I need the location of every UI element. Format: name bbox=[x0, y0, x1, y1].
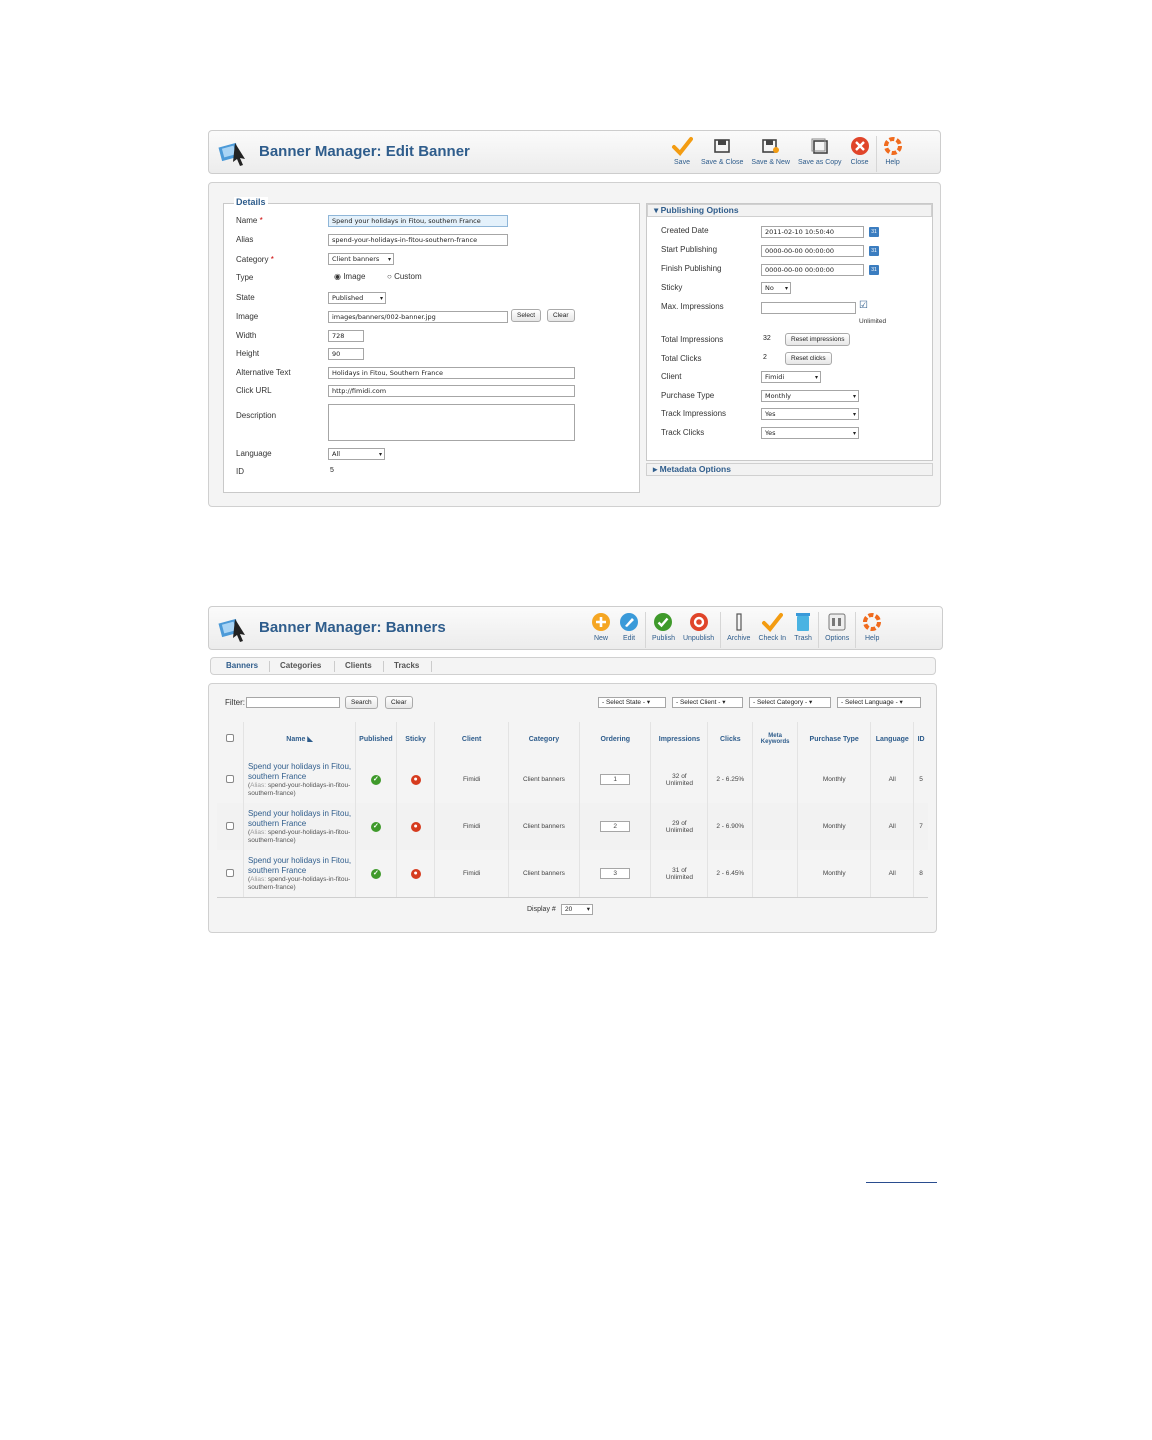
chevron-down-icon: ▾ bbox=[814, 374, 818, 381]
display-count-select[interactable]: 20 ▾ bbox=[561, 904, 593, 915]
toolbar-divider bbox=[876, 136, 877, 172]
impressions-cell: 31 of Unlimited bbox=[651, 850, 708, 897]
alias-input[interactable]: spend-your-holidays-in-fitou-southern-france bbox=[328, 234, 508, 246]
chevron-down-icon: ▾ bbox=[852, 430, 856, 437]
options-icon bbox=[827, 612, 847, 632]
tab-divider bbox=[383, 661, 384, 672]
link-underline[interactable] bbox=[866, 1182, 937, 1183]
filter-input[interactable] bbox=[246, 697, 340, 708]
published-toggle[interactable] bbox=[356, 803, 397, 850]
created-date-input[interactable]: 2011-02-10 10:50:40 bbox=[761, 226, 864, 238]
ordering-cell bbox=[580, 850, 651, 897]
row-checkbox[interactable] bbox=[217, 850, 243, 897]
new-button[interactable]: New bbox=[587, 609, 615, 642]
language-select[interactable]: All ▾ bbox=[328, 448, 385, 460]
state-label: State bbox=[236, 293, 255, 302]
published-toggle[interactable] bbox=[356, 850, 397, 897]
banner-name-link[interactable]: Spend your holidays in Fitou, southern France bbox=[247, 855, 352, 875]
sticky-select[interactable]: No ▾ bbox=[761, 282, 791, 294]
tab-divider bbox=[334, 661, 335, 672]
chevron-down-icon: ▾ bbox=[387, 256, 391, 263]
client-cell: Fimidi bbox=[435, 756, 508, 803]
client-label: Client bbox=[661, 372, 682, 381]
reset-impressions-button[interactable]: Reset impressions bbox=[785, 333, 850, 346]
checkin-icon bbox=[761, 612, 783, 632]
row-name-cell bbox=[243, 803, 355, 850]
finish-publishing-input[interactable]: 0000-00-00 00:00:00 bbox=[761, 264, 864, 276]
meta-keywords-cell bbox=[753, 850, 798, 897]
checkin-button[interactable]: Check In bbox=[754, 609, 790, 642]
language-label: Language bbox=[236, 449, 272, 458]
column-header-ordering[interactable]: Ordering bbox=[580, 722, 651, 756]
table-row bbox=[217, 850, 928, 897]
archive-icon bbox=[733, 612, 745, 632]
track-clicks-label: Track Clicks bbox=[661, 428, 705, 437]
language-cell: All bbox=[871, 756, 914, 803]
row-checkbox[interactable] bbox=[217, 756, 243, 803]
unpublish-button[interactable]: Unpublish bbox=[679, 609, 718, 642]
row-name-cell bbox=[243, 850, 355, 897]
details-legend: Details bbox=[236, 197, 266, 207]
max-impressions-input[interactable] bbox=[761, 302, 856, 314]
height-label: Height bbox=[236, 349, 260, 358]
save-copy-button[interactable]: Save as Copy bbox=[794, 133, 846, 166]
submenu-tabs bbox=[210, 657, 936, 675]
banner-manager-logo-icon bbox=[217, 611, 251, 645]
total-clicks-label: Total Clicks bbox=[661, 354, 702, 363]
image-input[interactable]: images/banners/002-banner.jpg bbox=[328, 311, 508, 323]
chevron-down-icon: ▾ bbox=[722, 699, 726, 706]
alt-text-input[interactable]: Holidays in Fitou, Southern France bbox=[328, 367, 575, 379]
select-language-filter[interactable]: - Select Language - ▾ bbox=[837, 697, 921, 708]
edit-button[interactable]: Edit bbox=[615, 609, 643, 642]
chevron-down-icon: ▾ bbox=[809, 699, 813, 706]
tab-clients[interactable]: Clients bbox=[345, 661, 372, 670]
select-state-filter[interactable]: - Select State - ▾ bbox=[598, 697, 666, 708]
click-url-label: Click URL bbox=[236, 386, 272, 395]
id-cell: 5 bbox=[919, 776, 923, 783]
id-cell: 8 bbox=[919, 870, 923, 877]
width-input[interactable]: 728 bbox=[328, 330, 364, 342]
ordering-cell bbox=[580, 756, 651, 803]
name-input[interactable]: Spend your holidays in Fitou, southern France bbox=[328, 215, 508, 227]
sticky-label: Sticky bbox=[661, 283, 683, 292]
unlimited-label: Unlimited bbox=[859, 318, 887, 325]
banner-name-link[interactable]: Spend your holidays in Fitou, southern France bbox=[247, 808, 352, 828]
trash-icon bbox=[794, 612, 812, 632]
calendar-icon[interactable]: 31 bbox=[869, 227, 879, 237]
details-fieldset bbox=[223, 197, 640, 493]
alt-text-label: Alternative Text bbox=[236, 368, 291, 377]
publish-button[interactable]: Publish bbox=[648, 609, 679, 642]
save-close-button[interactable]: Save & Close bbox=[697, 133, 747, 166]
column-header-clicks[interactable]: Clicks bbox=[708, 722, 753, 756]
chevron-down-icon: ▾ bbox=[899, 699, 903, 706]
banner-alias: (Alias: spend-your-holidays-in-fitou-southern-france) bbox=[247, 781, 351, 797]
banner-alias: (Alias: spend-your-holidays-in-fitou-southern-france) bbox=[247, 875, 351, 891]
image-clear-button[interactable]: Clear bbox=[547, 309, 575, 322]
image-label: Image bbox=[236, 312, 259, 321]
published-check-icon: ✓ bbox=[371, 775, 381, 785]
close-button[interactable]: Close bbox=[846, 133, 874, 166]
track-impressions-label: Track Impressions bbox=[661, 409, 727, 418]
sort-icon: ◣ bbox=[307, 736, 313, 743]
track-impressions-select[interactable]: Yes ▾ bbox=[761, 408, 859, 420]
click-url-input[interactable]: http://fimidi.com bbox=[328, 385, 575, 397]
toolbar-divider bbox=[720, 612, 721, 648]
sticky-toggle[interactable] bbox=[396, 756, 435, 803]
clicks-cell: 2 - 6.90% bbox=[708, 803, 753, 850]
metadata-options-header[interactable]: ▸ Metadata Options bbox=[646, 463, 933, 476]
chevron-down-icon: ▾ bbox=[852, 411, 856, 418]
language-cell: All bbox=[871, 803, 914, 850]
ordering-input[interactable]: 1 bbox=[600, 774, 630, 785]
meta-keywords-cell bbox=[753, 803, 798, 850]
chevron-down-icon: ▾ bbox=[378, 451, 382, 458]
tab-divider bbox=[431, 661, 432, 672]
publishing-panel bbox=[646, 203, 933, 461]
save-new-icon bbox=[762, 138, 780, 154]
chevron-down-icon: ▾ bbox=[379, 295, 383, 302]
client-select[interactable]: Fimidi ▾ bbox=[761, 371, 821, 383]
save-copy-icon bbox=[811, 138, 829, 154]
client-cell: Fimidi bbox=[435, 803, 508, 850]
unlimited-checkbox[interactable]: ☑ bbox=[859, 300, 868, 311]
table-row bbox=[217, 756, 928, 803]
purchase-type-cell: Monthly bbox=[798, 803, 871, 850]
page-title: Banner Manager: Edit Banner bbox=[259, 143, 470, 160]
edit-header bbox=[208, 130, 941, 174]
unsticky-icon: ● bbox=[411, 822, 421, 832]
edit-toolbar bbox=[667, 133, 907, 172]
track-clicks-select[interactable]: Yes ▾ bbox=[761, 427, 859, 439]
category-cell: Client banners bbox=[508, 850, 579, 897]
reset-clicks-button[interactable]: Reset clicks bbox=[785, 352, 832, 365]
total-impressions-value: 32 bbox=[763, 335, 771, 342]
meta-keywords-cell bbox=[753, 756, 798, 803]
column-header-meta-keywords[interactable]: Meta Keywords bbox=[753, 722, 798, 756]
edit-banner-screen bbox=[208, 130, 941, 507]
banners-table bbox=[217, 722, 928, 897]
impressions-cell: 29 of Unlimited bbox=[651, 803, 708, 850]
archive-button[interactable]: Archive bbox=[723, 609, 754, 642]
chevron-down-icon: ▾ bbox=[586, 906, 590, 913]
trash-button[interactable]: Trash bbox=[790, 609, 816, 642]
image-select-button[interactable]: Select bbox=[511, 309, 541, 322]
list-toolbar bbox=[587, 609, 886, 648]
column-header-language[interactable]: Language bbox=[871, 722, 914, 756]
type-image-radio[interactable]: ◉ Image bbox=[334, 272, 366, 281]
impressions-cell: 32 of Unlimited bbox=[651, 756, 708, 803]
clicks-cell: 2 - 6.45% bbox=[708, 850, 753, 897]
published-toggle[interactable] bbox=[356, 756, 397, 803]
chevron-down-icon: ▾ bbox=[784, 285, 788, 292]
language-cell: All bbox=[871, 850, 914, 897]
sticky-toggle[interactable] bbox=[396, 803, 435, 850]
row-name-cell bbox=[243, 756, 355, 803]
toolbar-divider bbox=[855, 612, 856, 648]
purchase-type-select[interactable]: Monthly ▾ bbox=[761, 390, 859, 402]
published-check-icon: ✓ bbox=[371, 822, 381, 832]
list-body-panel bbox=[208, 683, 937, 933]
filter-label: Filter: bbox=[225, 698, 245, 707]
type-label: Type bbox=[236, 273, 254, 282]
created-date-label: Created Date bbox=[661, 226, 709, 235]
chevron-down-icon: ▾ bbox=[646, 699, 651, 706]
tab-divider bbox=[269, 661, 270, 672]
ordering-input[interactable]: 3 bbox=[600, 868, 630, 879]
column-header-sticky[interactable]: Sticky bbox=[396, 722, 435, 756]
calendar-icon[interactable]: 31 bbox=[869, 246, 879, 256]
check-icon bbox=[671, 136, 693, 156]
select-all-checkbox[interactable] bbox=[217, 722, 243, 756]
state-select[interactable]: Published ▾ bbox=[328, 292, 386, 304]
list-header bbox=[208, 606, 943, 650]
close-icon bbox=[850, 136, 870, 156]
start-publishing-label: Start Publishing bbox=[661, 245, 718, 254]
column-header-client[interactable]: Client bbox=[435, 722, 508, 756]
clear-button[interactable]: Clear bbox=[385, 696, 413, 709]
tab-categories[interactable]: Categories bbox=[280, 661, 322, 670]
column-header-category[interactable]: Category bbox=[508, 722, 579, 756]
type-custom-radio[interactable]: ○ Custom bbox=[387, 272, 422, 281]
banners-list-screen bbox=[208, 606, 943, 934]
total-impressions-label: Total Impressions bbox=[661, 335, 724, 344]
ordering-cell bbox=[580, 803, 651, 850]
width-label: Width bbox=[236, 331, 257, 340]
save-icon bbox=[714, 138, 730, 154]
client-cell: Fimidi bbox=[435, 850, 508, 897]
help-icon bbox=[883, 136, 903, 156]
name-label: Name * bbox=[236, 216, 263, 225]
finish-publishing-label: Finish Publishing bbox=[661, 264, 722, 273]
help-button[interactable]: Help bbox=[858, 609, 886, 642]
column-header-impressions[interactable]: Impressions bbox=[651, 722, 708, 756]
page-title: Banner Manager: Banners bbox=[259, 619, 446, 636]
display-count-label: Display # bbox=[527, 906, 556, 913]
options-button[interactable]: Options bbox=[821, 609, 853, 642]
edit-body-panel bbox=[208, 182, 941, 507]
purchase-type-cell: Monthly bbox=[798, 850, 871, 897]
description-label: Description bbox=[236, 411, 277, 420]
search-button[interactable]: Search bbox=[345, 696, 378, 709]
column-header-id[interactable]: ID bbox=[917, 735, 925, 743]
table-header-row bbox=[217, 722, 928, 756]
calendar-icon[interactable]: 31 bbox=[869, 265, 879, 275]
select-category-filter[interactable]: - Select Category - ▾ bbox=[749, 697, 831, 708]
tab-tracks[interactable]: Tracks bbox=[394, 661, 420, 670]
description-textarea[interactable] bbox=[328, 404, 575, 441]
category-cell: Client banners bbox=[508, 803, 579, 850]
id-label: ID bbox=[236, 467, 244, 476]
column-header-published[interactable]: Published bbox=[356, 722, 397, 756]
save-new-button[interactable]: Save & New bbox=[747, 133, 794, 166]
help-icon bbox=[862, 612, 882, 632]
toolbar-divider bbox=[818, 612, 819, 648]
total-clicks-value: 2 bbox=[763, 354, 767, 361]
purchase-type-cell: Monthly bbox=[798, 756, 871, 803]
height-input[interactable]: 90 bbox=[328, 348, 364, 360]
unsticky-icon: ● bbox=[411, 869, 421, 879]
edit-icon bbox=[619, 612, 639, 632]
publish-icon bbox=[653, 612, 673, 632]
save-button[interactable]: Save bbox=[667, 133, 697, 166]
chevron-down-icon: ▾ bbox=[852, 393, 856, 400]
publishing-options-header[interactable]: ▾ Publishing Options bbox=[647, 204, 932, 217]
purchase-type-label: Purchase Type bbox=[661, 391, 715, 400]
unsticky-icon: ● bbox=[411, 775, 421, 785]
clicks-cell: 2 - 6.25% bbox=[708, 756, 753, 803]
unpublish-icon bbox=[689, 612, 709, 632]
banner-alias: (Alias: spend-your-holidays-in-fitou-southern-france) bbox=[247, 828, 351, 844]
new-icon bbox=[591, 612, 611, 632]
max-impressions-label: Max. Impressions bbox=[661, 302, 724, 311]
id-cell: 7 bbox=[914, 803, 928, 850]
select-client-filter[interactable]: - Select Client - ▾ bbox=[672, 697, 743, 708]
column-header-name[interactable]: Name ◣ bbox=[243, 722, 355, 756]
alias-label: Alias bbox=[236, 235, 254, 244]
column-header-purchase-type[interactable]: Purchase Type bbox=[798, 722, 871, 756]
category-label: Category * bbox=[236, 255, 274, 264]
row-checkbox[interactable] bbox=[217, 803, 243, 850]
help-button[interactable]: Help bbox=[879, 133, 907, 166]
banner-name-link[interactable]: Spend your holidays in Fitou, southern France bbox=[247, 761, 352, 781]
toolbar-divider bbox=[645, 612, 646, 648]
table-footer-line bbox=[217, 897, 928, 898]
table-row bbox=[217, 803, 928, 850]
banner-manager-logo-icon bbox=[217, 135, 251, 169]
published-check-icon: ✓ bbox=[371, 869, 381, 879]
category-cell: Client banners bbox=[508, 756, 579, 803]
sticky-toggle[interactable] bbox=[396, 850, 435, 897]
start-publishing-input[interactable]: 0000-00-00 00:00:00 bbox=[761, 245, 864, 257]
category-select[interactable]: Client banners ▾ bbox=[328, 253, 394, 265]
ordering-input[interactable]: 2 bbox=[600, 821, 630, 832]
tab-banners[interactable]: Banners bbox=[226, 661, 259, 670]
id-value: 5 bbox=[330, 467, 334, 474]
